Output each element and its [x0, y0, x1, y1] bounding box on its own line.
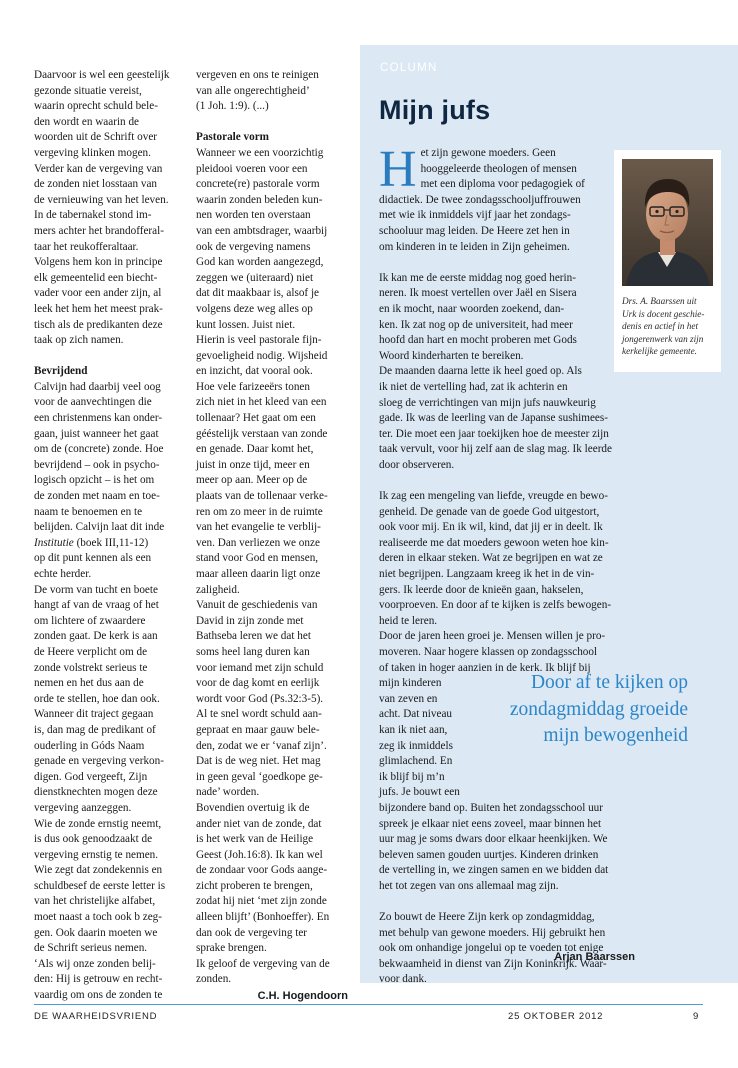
author-photo — [622, 159, 713, 286]
footer-publication: DE WAARHEIDSVRIEND — [34, 1011, 158, 1022]
footer-date: 25 OKTOBER 2012 — [508, 1011, 604, 1022]
column-body — [379, 141, 637, 988]
section-heading-bevrijdend: Bevrijdend — [34, 365, 88, 378]
column-paragraph: Ik kan me de eerste middag nog goed herin- neren. Ik moest vertellen over Jaël en Sisera en ik mocht, naar woorden zoekend, dan- ken. Ik zat nog op de universiteit, had meer hoofd dan hart en mocht proberen met Gods Woord kinderharten te bereiken. — [379, 271, 577, 362]
column-paragraph: bijzondere band op. Buiten het zondagsschool uur spreek je elkaar niet eens zoveel, maar binnen het uur mag je soms dwars door elkaar heenkijken. We beleven samen gouden uurtjes. Kinderen drinken de vertelling in, we zingen samen en we bidden dat het tot zegen van ons allemaal mag zijn. — [379, 801, 609, 892]
portrait-image — [622, 159, 713, 286]
article-paragraph: Daarvoor is wel een geestelijk gezonde situatie vereist, waarin oprecht schuld bele- den wordt en waarin de woorden uit de Schrift over vergeving klinken mogen. Verder kan de vergeving van de zonden niet losstaan van de vernieuwing van het leven. In de tabernakel stond im- mers achter het brandofferal- taar het reukofferaltaar. Volgens hem kon in principe elk gemeentelid een biecht- vader voor een ander zijn, al leek het hem het meest prak- tisch als de predikanten deze taak op zich namen. — [34, 69, 170, 347]
drop-cap: H — [379, 141, 417, 198]
column-paragraph: Het zijn gewone moeders. Geen hooggeleerde theologen of mensen met een diploma voor pedagogiek of didactiek. De twee zondagsschooljuffrouwen met wie ik inmiddels vijf jaar het zondags- schooluur mag leiden. De Heere zet hen in om kinderen in te leiden in Zijn geheimen. — [379, 141, 585, 253]
article-paragraph: Wanneer we een voorzichtig pleidooi voeren voor een concrete(re) pastorale vorm waarin zonden beleden kun- nen worden ten overstaan van een ambtsdrager, waarbij ook de vergeving namens God kan worden aangezegd, zeggen we (uiteraard) niet dat dit maakbaar is, alsof je volgens deze weg alles op kunt lossen. Juist niet. Hierin is veel pastorale fijn- gevoeligheid nodig. Wijsheid en inzicht, dat vooral ook. Hoe vele farizeeërs tonen zich niet in het kleed van een tollenaar? Het gaat om een géésteliјk verstaan van zonde en genade. Daar komt het, juist in onze tijd, meer en meer op aan. Meer op de plaats van de tollenaar verke- ren om zo meer in de ruimte van het evangelie te verblij- ven. Dan verliezen we onze stand voor God en mensen, maar alleen daarin ligt onze zaligheid. Vanuit de geschiedenis van David in zijn zonde met Bathseba leren we dat het soms heel lang duren kan voor iemand met zijn schuld voor de dag komt en eerlijk wordt voor God (Ps.32:3-5). Al te snel wordt schuld aan- gepraat en maar gauw bele- den, zodat we er ‘vanaf zijn’. Dat is de weg niet. Het mag in geen geval ‘goedkope ge- nade’ worden. Bovendien overtuig ik de ander niet van de zonde, dat is het werk van de Heilige Geest (Joh.16:8). Ik kan wel de zondaar voor Gods aange- zicht proberen te brengen, zodat hij niet ‘met zijn zonde alleen blijft’ (Bonhoeffer). En dan ook de vergeving ter sprake brengen. Ik geloof de vergeving van de zonden. — [196, 146, 330, 986]
book-title-institutie: Institutie — [34, 536, 74, 549]
author-signature: C.H. Hogendoorn — [257, 990, 348, 1003]
column-label: COLUMN — [380, 62, 438, 74]
column-title: Mijn jufs — [379, 95, 491, 125]
column-paragraph: De maanden daarna lette ik heel goed op. Als ik niet de vertelling had, zat ik achterin en sloeg de verrichtingen van mijn jufs nauwkeurig gade. Ik was de leerling van de Japanse sushimees- ter. Die moet een jaar toekijken hoe de meester zijn taak vervult, voor hij zelf aan de slag mag. Ik leerde door observeren. — [379, 365, 612, 471]
photo-caption: Drs. A. Baarssen uit Urk is docent geschie- denis en actief in het jongerenwerk van zijn kerkelijke gemeente. — [622, 296, 705, 357]
article-paragraph: Calvijn had daarbij veel oog voor de aanvechtingen die een christenmens kan onder- gaan, juist wanneer het gaat om de (concrete) zonde. Hoe bevrijdend – ook in psycho- logisch opzicht – is het om de zonden met naam en toe- naam te benoemen en te belijden. Calvijn laat dit inde Institutie (boek III,11-12) op dit punt kennen als een echte herder. — [34, 380, 165, 580]
section-heading-pastorale-vorm: Pastorale vorm — [196, 131, 270, 144]
column-paragraph: Ik zag een mengeling van liefde, vreugde en bewo- genheid. De genade van de goede God uitgestort, ook voor mij. En ik wil, kind, dat jij er in deelt. Ik realiseerde me dat moeders gewoon weten hoe kin- deren in elkaar steken. Wat ze begrijpen en wat ze niet begrijpen. Langzaam kreeg ik het in de vin- gers. Ik leerde door de knieën gaan, hakselen, voorproeven. En door af te kijken is zelfs bewogen- heid te leren. Door de jaren heen groei je. Mensen willen je pro- moveren. Naar hogere klassen op zondagsschool of taken in hoger aanzien in de kerk. Ik blijf bij — [379, 490, 612, 674]
column-paragraph-narrow: mijn kinderen van zeven en acht. Dat niveau kan ik niet aan, zeg ik inmiddels glimlachend. En ik blijf bij m’n jufs. Je bouwt een — [379, 677, 460, 799]
page-number: 9 — [693, 1011, 700, 1022]
column-paragraph: Zo bouwt de Heere Zijn kerk op zondagmiddag, met behulp van gewone moeders. Hij gebruikt hen ook om onhandige jongelui op te voeden tot enige bekwaamheid in dienst van Zijn Koninkrijk. Waar- voor dank. — [379, 911, 607, 986]
article-paragraph: De vorm van tucht en boete hangt af van de vraag of het om lichtere of zwaardere zonden gaat. De kerk is aan de Heere verplicht om de zonde volstrekt serieus te nemen en het dus aan de orde te stellen, hoe dan ook. Wanneer dit traject gegaan is, dan mag de predikant of ouderling in Góds Naam genade en vergeving verkon- digen. God vergeeft, Zijn dienstknechten mogen deze vergeving aanzeggen. Wie de zonde ernstig neemt, is dus ook genoodzaakt de vergeving ernstig te nemen. Wie zegt dat zondekennis en schuldbesef de eerste letter is van het christelijke alfabet, moet naast a toch ook b zeg- gen. Ook daarin moeten we de Schrift serieus nemen. ‘Als wij onze zonden belij- den: Hij is getrouw en recht- vaardig om ons de zonden te — [34, 583, 166, 1002]
author-photo-box — [614, 150, 721, 372]
footer-divider — [34, 1004, 703, 1005]
pull-quote: Door af te kijken op zondagmiddag groeide mijn bewogenheid — [509, 672, 688, 746]
article-paragraph: vergeven en ons te reinigen van alle ongerechtigheid’ (1 Joh. 1:9). (...) — [196, 69, 319, 113]
article-column-2 — [196, 68, 348, 1005]
article-column-1 — [34, 68, 186, 1004]
column-author-signature: Arjan Baarssen — [554, 951, 635, 963]
